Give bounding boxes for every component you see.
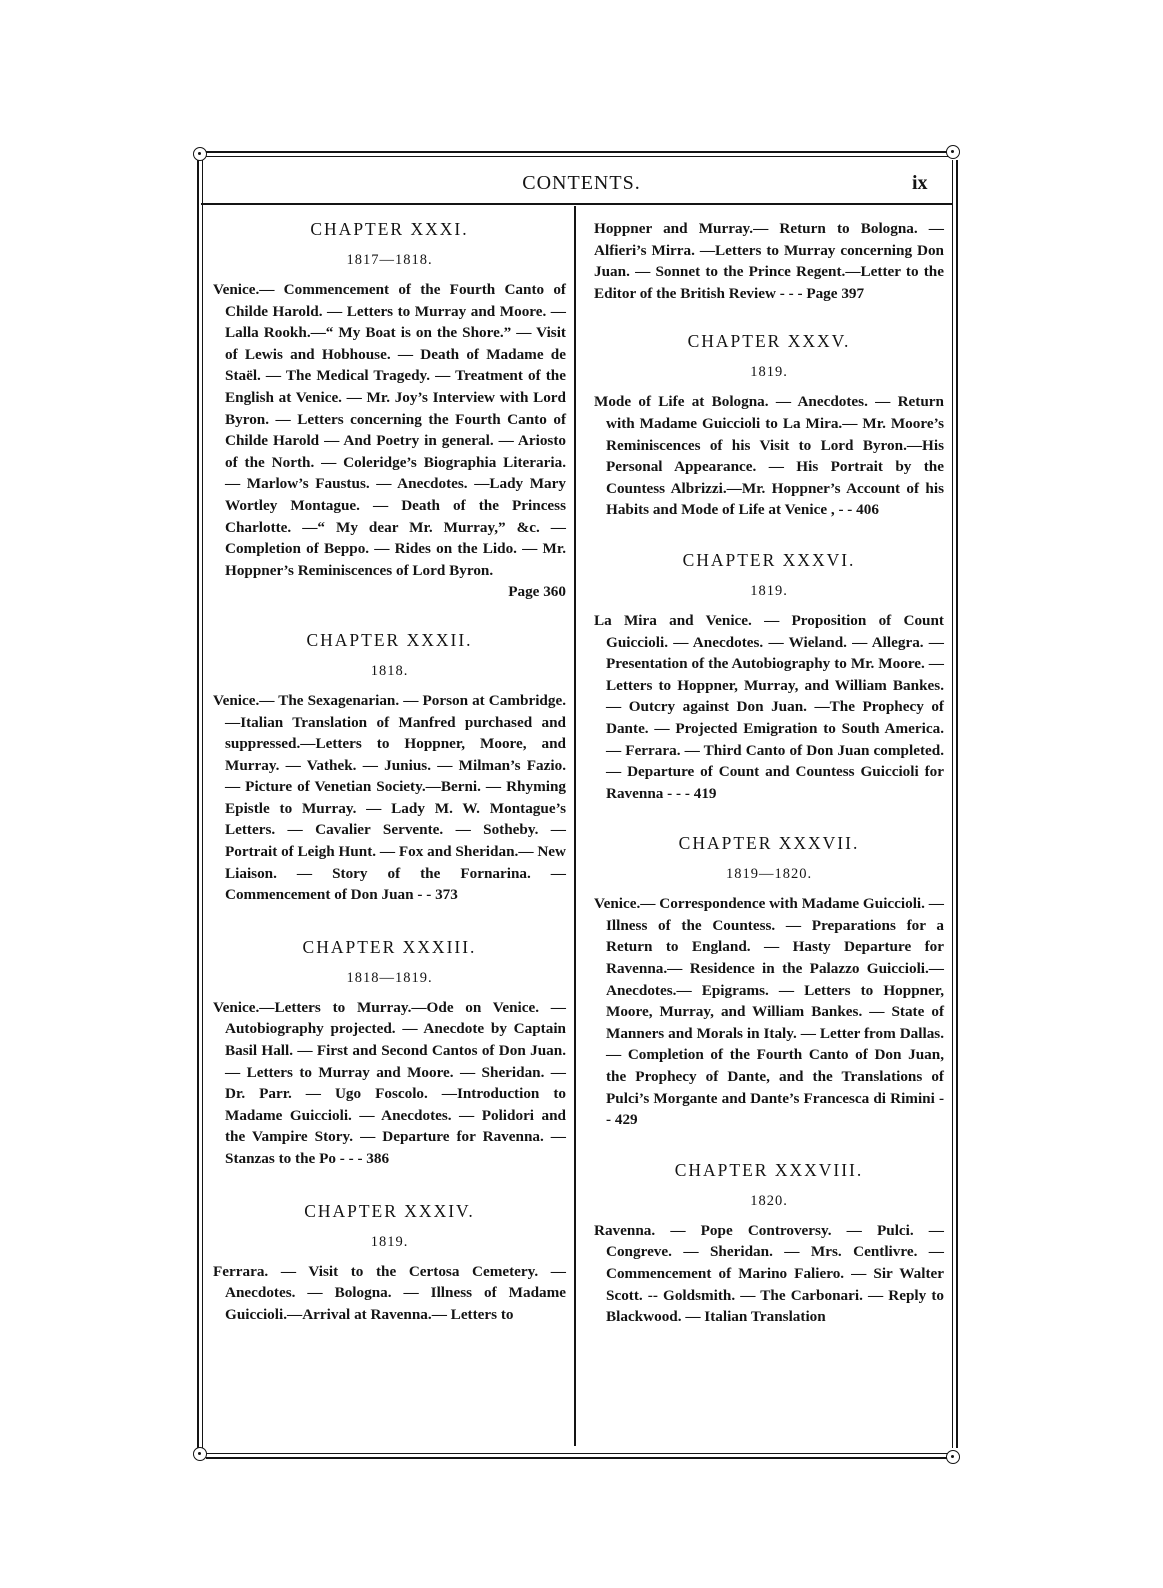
chapter-heading: CHAPTER XXXI. [310, 219, 469, 239]
top-border-rule [206, 151, 948, 153]
chapter-summary: Venice.— The Sexagenarian. — Porson at Cambridge.—Italian Translation of Manfred purchased and suppressed.—Letters to Hoppner, Moore, and Murray. — Vathek. — Junius. — Milman’s Fazio. — Picture of Venetian Society.—Berni. — Rhyming Epistle to Murray. — Lady M. W. Montague’s Letters. — Cavalier Servente. — Sotheby. — Portrait of Leigh Hunt. — Fox and Sheridan.— New Liaison. — Story of the Fornarina. — Commencement of Don Juan - - 373 [213, 691, 566, 904]
corner-ornament-bottom-left [193, 1447, 207, 1461]
chapter-years: 1819. [750, 364, 788, 381]
chapter-heading: CHAPTER XXXVI. [682, 549, 856, 570]
right-border-rule-inner [956, 160, 958, 1448]
chapter-years: 1819. [370, 1233, 409, 1250]
chapter-years: 1819. [750, 582, 788, 599]
top-border-rule-inner [206, 156, 948, 157]
chapter-summary: Mode of Life at Bologna. — Anecdotes. — Return with Madame Guiccioli to La Mira.— Mr. Moore’s Reminiscences of his Visit to Lord Byron.—His Personal Appearance. — His Portrait by the Countess Albrizzi.—Mr. Hoppner’s Account of his Habits and Mode of Life at Venice , - - 406 [594, 393, 944, 519]
page-number: ix [912, 172, 928, 194]
chapter-entry [213, 218, 566, 603]
left-border-rule-inner [202, 160, 203, 1448]
chapter-years: 1820. [750, 1192, 788, 1209]
chapter-heading: CHAPTER XXXV. [687, 331, 851, 352]
chapter-heading: CHAPTER XXXIV. [304, 1200, 475, 1221]
chapter-summary: Venice.—Letters to Murray.—Ode on Venice. — Autobiography projected. — Anecdote by Captain Basil Hall. — First and Second Cantos of Don Juan. — Letters to Murray and Moore. — Sheridan. — Dr. Parr. — Ugo Foscolo. —Introduction to Madame Guiccioli. — Anecdotes. — Polidori and the Vampire Story. — Departure for Ravenna. — Stanzas to the Po - - - 386 [213, 998, 566, 1167]
chapter-page-reference: Page 360 [508, 583, 566, 601]
running-title: CONTENTS. [522, 172, 641, 194]
chapter-summary-continued: Hoppner and Murray.— Return to Bologna. —Alfieri’s Mirra. —Letters to Murray concerning Don Juan. — Sonnet to the Prince Regent.—Letter to the Editor of the British Review - - - Page 397 [594, 220, 944, 302]
chapter-summary: Venice.— Correspondence with Madame Guiccioli. — Illness of the Countess. — Preparations for a Return to England. — Hasty Departure for Ravenna.— Residence in the Palazzo Guiccioli.—Anecdotes.— Epigrams. — Letters to Hoppner, Moore, Murray, and William Bankes. — State of Manners and Morals in Italy. — Letter from Dallas. — Completion of the Fourth Canto of Don Juan, the Prophecy of Dante, and the Translations of Pulci’s Morgante and Dante’s Francesca di Rimini - - 429 [594, 895, 944, 1129]
chapter-summary: Venice.— Commencement of the Fourth Canto of Childe Harold. — Letters to Murray and Moore. —Lalla Rookh.—“ My Boat is on the Shore.” — Visit of Lewis and Hobhouse. — Death of Madame de Staël. — The Medical Tragedy. — Treatment of the English at Venice. — Mr. Joy’s Interview with Lord Byron. — Letters concerning the Fourth Canto of Childe Harold — And Poetry in general. — Ariosto of the North. — Coleridge’s Biographia Literaria. — Marlow’s Faustus. — Anecdotes. —Lady Mary Wortley Montague. — Death of the Princess Charlotte. —“ My dear Mr. Murray,” &c. — Completion of Beppo. — Rides on the Lido. — Mr. Hoppner’s Reminiscences of Lord Byron. [213, 281, 566, 579]
chapter-years: 1818—1819. [346, 969, 433, 986]
chapter-entry [594, 549, 944, 804]
chapter-years: 1817—1818. [346, 252, 433, 268]
chapter-heading: CHAPTER XXXII. [306, 629, 473, 650]
left-column [213, 218, 566, 1325]
chapter-entry [213, 1200, 566, 1326]
right-border-rule [952, 160, 953, 1448]
chapter-years: 1818. [370, 662, 409, 679]
chapter-summary: Ferrara. — Visit to the Certosa Cemetery. — Anecdotes. — Bologna. — Illness of Madame Guiccioli.—Arrival at Ravenna.— Letters to [213, 1262, 566, 1323]
chapter-entry [594, 1159, 944, 1328]
chapter-entry [213, 936, 566, 1170]
left-border-rule [197, 160, 199, 1448]
corner-ornament-top-right [946, 145, 960, 159]
bottom-border-rule [206, 1453, 948, 1454]
bottom-border-rule-inner [206, 1457, 948, 1459]
chapter-entry [213, 629, 566, 906]
column-divider-rule [574, 206, 576, 1446]
right-column [594, 218, 944, 1328]
chapter-heading: CHAPTER XXXVIII. [674, 1159, 864, 1180]
chapter-summary: Ravenna. — Pope Controversy. — Pulci. — Congreve. — Sheridan. — Mrs. Centlivre. — Commencement of Marino Faliero. — Sir Walter Scott. -- Goldsmith. — The Carbonari. — Reply to Blackwood. — Italian Translation [594, 1221, 944, 1326]
chapter-summary: La Mira and Venice. — Proposition of Count Guiccioli. — Anecdotes. — Wieland. — Allegra. — Presentation of the Autobiography to Mr. Moore. — Letters to Hoppner, Murray, and William Bankes.— Outcry against Don Juan. —The Prophecy of Dante. — Projected Emigration to South America. — Ferrara. — Third Canto of Don Juan completed. — Departure of Count and Countess Guiccioli for Ravenna - - - 419 [594, 611, 944, 802]
chapter-heading: CHAPTER XXXVII. [678, 833, 860, 854]
chapter-entry [594, 832, 944, 1131]
chapter-entry [594, 330, 944, 521]
corner-ornament-top-left [193, 147, 207, 161]
corner-ornament-bottom-right [946, 1450, 960, 1464]
chapter-years: 1819—1820. [725, 866, 813, 883]
header-underline-rule [201, 203, 953, 205]
chapter-continuation [594, 218, 944, 304]
chapter-heading: CHAPTER XXXIII. [302, 936, 477, 957]
